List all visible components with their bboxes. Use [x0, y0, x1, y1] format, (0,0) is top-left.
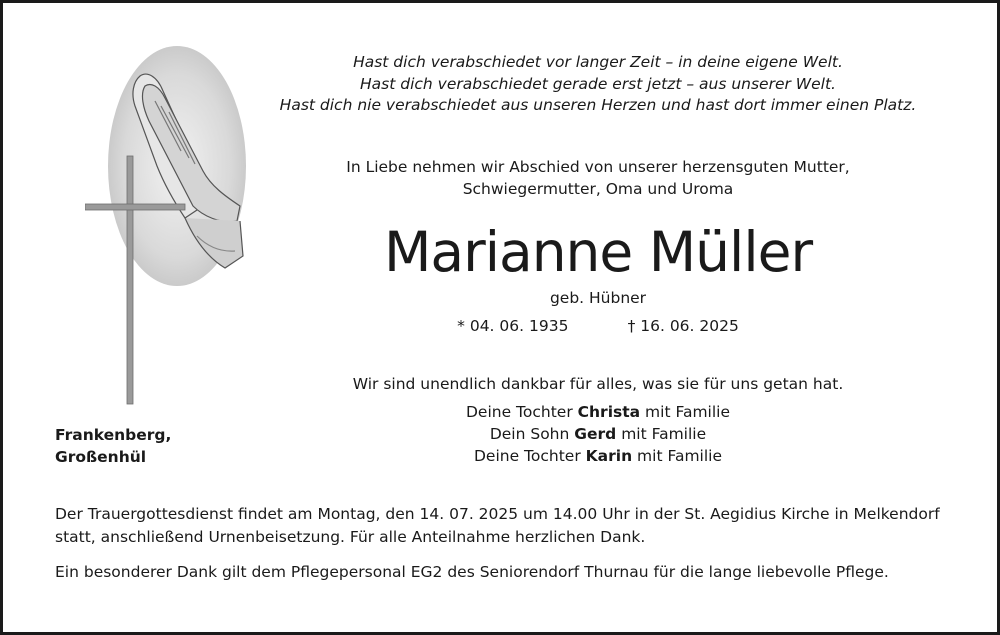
- family-name: Christa: [577, 403, 641, 421]
- family-suffix: mit Familie: [637, 447, 723, 465]
- poem-line: Hast dich verabschiedet vor langer Zeit – in deine eigene Welt.: [353, 53, 843, 71]
- family-member: [293, 423, 903, 445]
- service-line: statt, anschließend Urnenbeisetzung. Für alle Anteilnahme herzlichen Dank.: [55, 528, 646, 546]
- intro-line: Schwiegermutter, Oma und Uroma: [462, 180, 734, 198]
- thanks-line: Wir sind unendlich dankbar für alles, was sie für uns getan hat.: [352, 375, 844, 393]
- birth-date: * 04. 06. 1935: [457, 317, 569, 335]
- family-relation: Dein Sohn: [489, 425, 570, 443]
- death-date: † 16. 06. 2025: [627, 317, 739, 335]
- family-member: [293, 445, 903, 467]
- family-relation: Deine Tochter: [473, 447, 581, 465]
- family-list: [293, 401, 903, 467]
- praying-hands-icon: [85, 46, 249, 406]
- intro-line: In Liebe nehmen wir Abschied von unserer herzensguten Mutter,: [346, 158, 850, 176]
- location-line: Großenhül: [55, 448, 147, 466]
- poem-line: Hast dich verabschiedet gerade erst jetzt – aus unserer Welt.: [360, 74, 836, 93]
- care-thanks: Ein besonderer Dank gilt dem Pflegepersonal EG2 des Seniorendorf Thurnau für die lange liebevolle Pflege.: [55, 563, 889, 581]
- praying-hands-cross-illustration: [85, 46, 249, 406]
- family-name: Karin: [585, 447, 633, 465]
- location: [55, 424, 171, 468]
- service-line: Der Trauergottesdienst findet am Montag, den 14. 07. 2025 um 14.00 Uhr in der St. Aegidius Kirche in Melkendorf: [55, 505, 940, 523]
- life-dates: [293, 315, 903, 337]
- service-info: [55, 503, 955, 549]
- family-suffix: mit Familie: [645, 403, 731, 421]
- deceased-name: Marianne Müller: [383, 220, 813, 284]
- intro-text: [293, 156, 903, 200]
- family-member: [293, 401, 903, 423]
- poem: [253, 52, 943, 117]
- birth-name: geb. Hübner: [549, 289, 647, 307]
- poem-line: Hast dich nie verabschiedet aus unseren Herzen und hast dort immer einen Platz.: [279, 96, 917, 114]
- family-suffix: mit Familie: [621, 425, 707, 443]
- family-relation: Deine Tochter: [465, 403, 573, 421]
- location-line: Frankenberg,: [55, 426, 172, 444]
- family-name: Gerd: [574, 425, 617, 443]
